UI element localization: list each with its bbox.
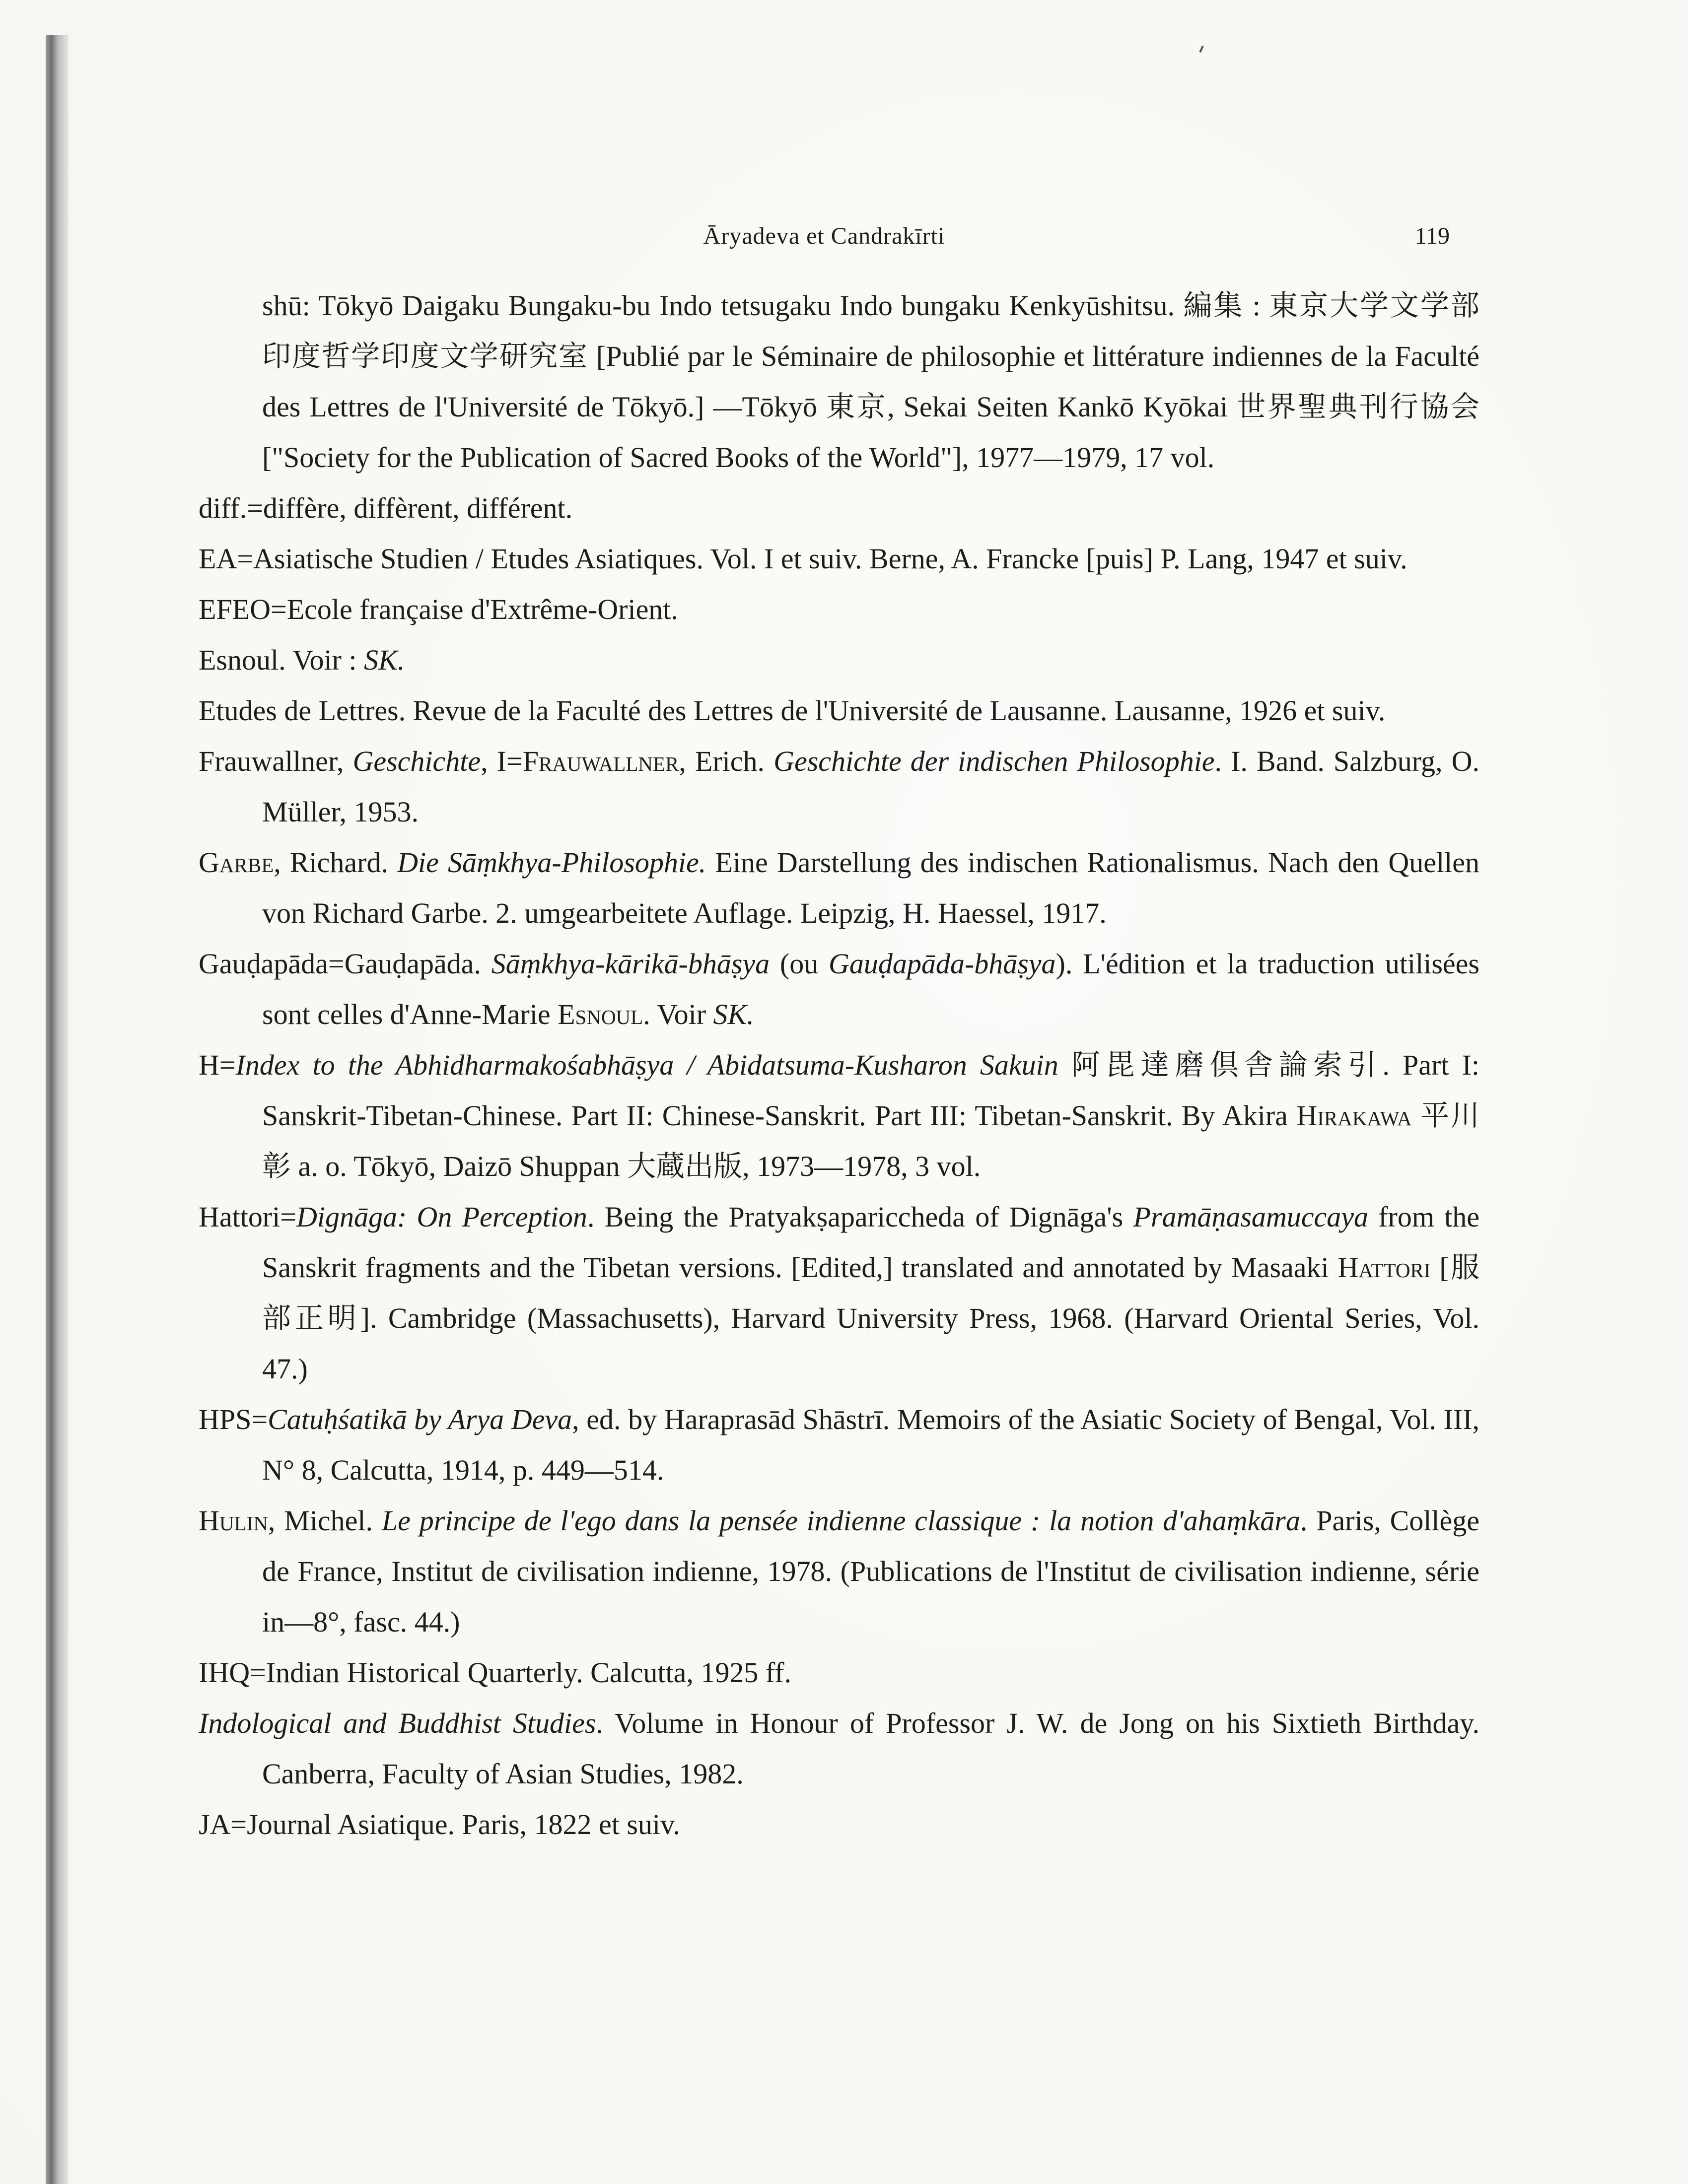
bibliography-entry-hattori: Hattori=Dignāga: On Perception. Being the Pratyakṣapariccheda of Dignāga's Pramāṇasamuccaya from the Sanskrit fragments and the Tibetan versions. [Edited,] translated and annotated by Masaaki Hattori [服部正明]. Cambridge (Massachusetts), Harvard University Press, 1968. (Harvard Oriental Series, Vol. 47.) xyxy=(199,1201,1480,1385)
bibliography-entry-h: H=Index to the Abhidharmakośabhāṣya / Abidatsuma-Kusharon Sakuin 阿毘達磨倶舎論索引. Part I: Sanskrit-Tibetan-Chinese. Part II: Chinese-Sanskrit. Part III: Tibetan-Sanskrit. By Akira Hirakawa 平川彰 a. o. Tōkyō, Daizō Shuppan 大蔵出版, 1973—1978, 3 vol. xyxy=(199,1049,1480,1182)
book-binding-shadow xyxy=(46,35,69,2184)
bibliography-entry-ihq: IHQ=Indian Historical Quarterly. Calcutta, 1925 ff. xyxy=(199,1656,791,1689)
bibliography-entry-esnoul: Esnoul. Voir : SK. xyxy=(199,644,405,676)
bibliography-entry-diff: diff.=diffère, diffèrent, différent. xyxy=(199,492,573,524)
running-title: Āryadeva et Candrakīrti xyxy=(703,223,945,249)
bibliography-entry-efeo: EFEO=Ecole française d'Extrême-Orient. xyxy=(199,593,678,625)
bibliography-entry-ea: EA=Asiatische Studien / Etudes Asiatiques. Vol. I et suiv. Berne, A. Francke [puis] P. Lang, 1947 et suiv. xyxy=(199,543,1407,575)
running-header xyxy=(199,222,1450,257)
page-number: 119 xyxy=(1414,223,1450,249)
bibliography-list xyxy=(199,280,1479,1850)
bibliography-entry-indological-buddhist-studies: Indological and Buddhist Studies. Volume in Honour of Professor J. W. de Jong on his Sixtieth Birthday. Canberra, Faculty of Asian Studies, 1982. xyxy=(199,1707,1480,1790)
bibliography-entry-garbe: Garbe, Richard. Die Sāṃkhya-Philosophie. Eine Darstellung des indischen Rationalismus. Nach den Quellen von Richard Garbe. 2. umgearbeitete Auflage. Leipzig, H. Haessel, 1917. xyxy=(199,846,1479,929)
bibliography-entry-continuation: shū: Tōkyō Daigaku Bungaku-bu Indo tetsugaku Indo bungaku Kenkyūshitsu. 編集 : 東京大学文学部印度哲学印度文学研究室 [Publié par le Séminaire de philosophie et littérature indiennes de la Faculté des Lettres de l'Université de Tōkyō.] —Tōkyō 東京, Sekai Seiten Kankō Kyōkai 世界聖典刊行協会 ["Society for the Publication of Sacred Books of the World"], 1977—1979, 17 vol. xyxy=(262,289,1479,474)
bibliography-entry-hps: HPS=Catuḥśatikā by Arya Deva, ed. by Haraprasād Shāstrī. Memoirs of the Asiatic Society of Bengal, Vol. III, N° 8, Calcutta, 1914, p. 449—514. xyxy=(199,1403,1480,1486)
scan-speck xyxy=(1199,46,1204,53)
bibliography-entry-frauwallner: Frauwallner, Geschichte, I=Frauwallner, Erich. Geschichte der indischen Philosophie. I. Band. Salzburg, O. Müller, 1953. xyxy=(199,745,1479,828)
bibliography-entry-gaudapada: Gauḍapāda=Gauḍapāda. Sāṃkhya-kārikā-bhāṣya (ou Gauḍapāda-bhāṣya). L'édition et la traduction utilisées sont celles d'Anne-Marie Esnoul. Voir SK. xyxy=(199,948,1479,1030)
bibliography-entry-hulin: Hulin, Michel. Le principe de l'ego dans la pensée indienne classique : la notion d'ahaṃkāra. Paris, Collège de France, Institut de civilisation indienne, 1978. (Publications de l'Institut de civilisation indienne, série in—8°, fasc. 44.) xyxy=(199,1504,1479,1638)
bibliography-entry-etudes-de-lettres: Etudes de Lettres. Revue de la Faculté des Lettres de l'Université de Lausanne. Lausanne, 1926 et suiv. xyxy=(199,694,1386,727)
bibliography-entry-ja: JA=Journal Asiatique. Paris, 1822 et suiv. xyxy=(199,1808,680,1841)
